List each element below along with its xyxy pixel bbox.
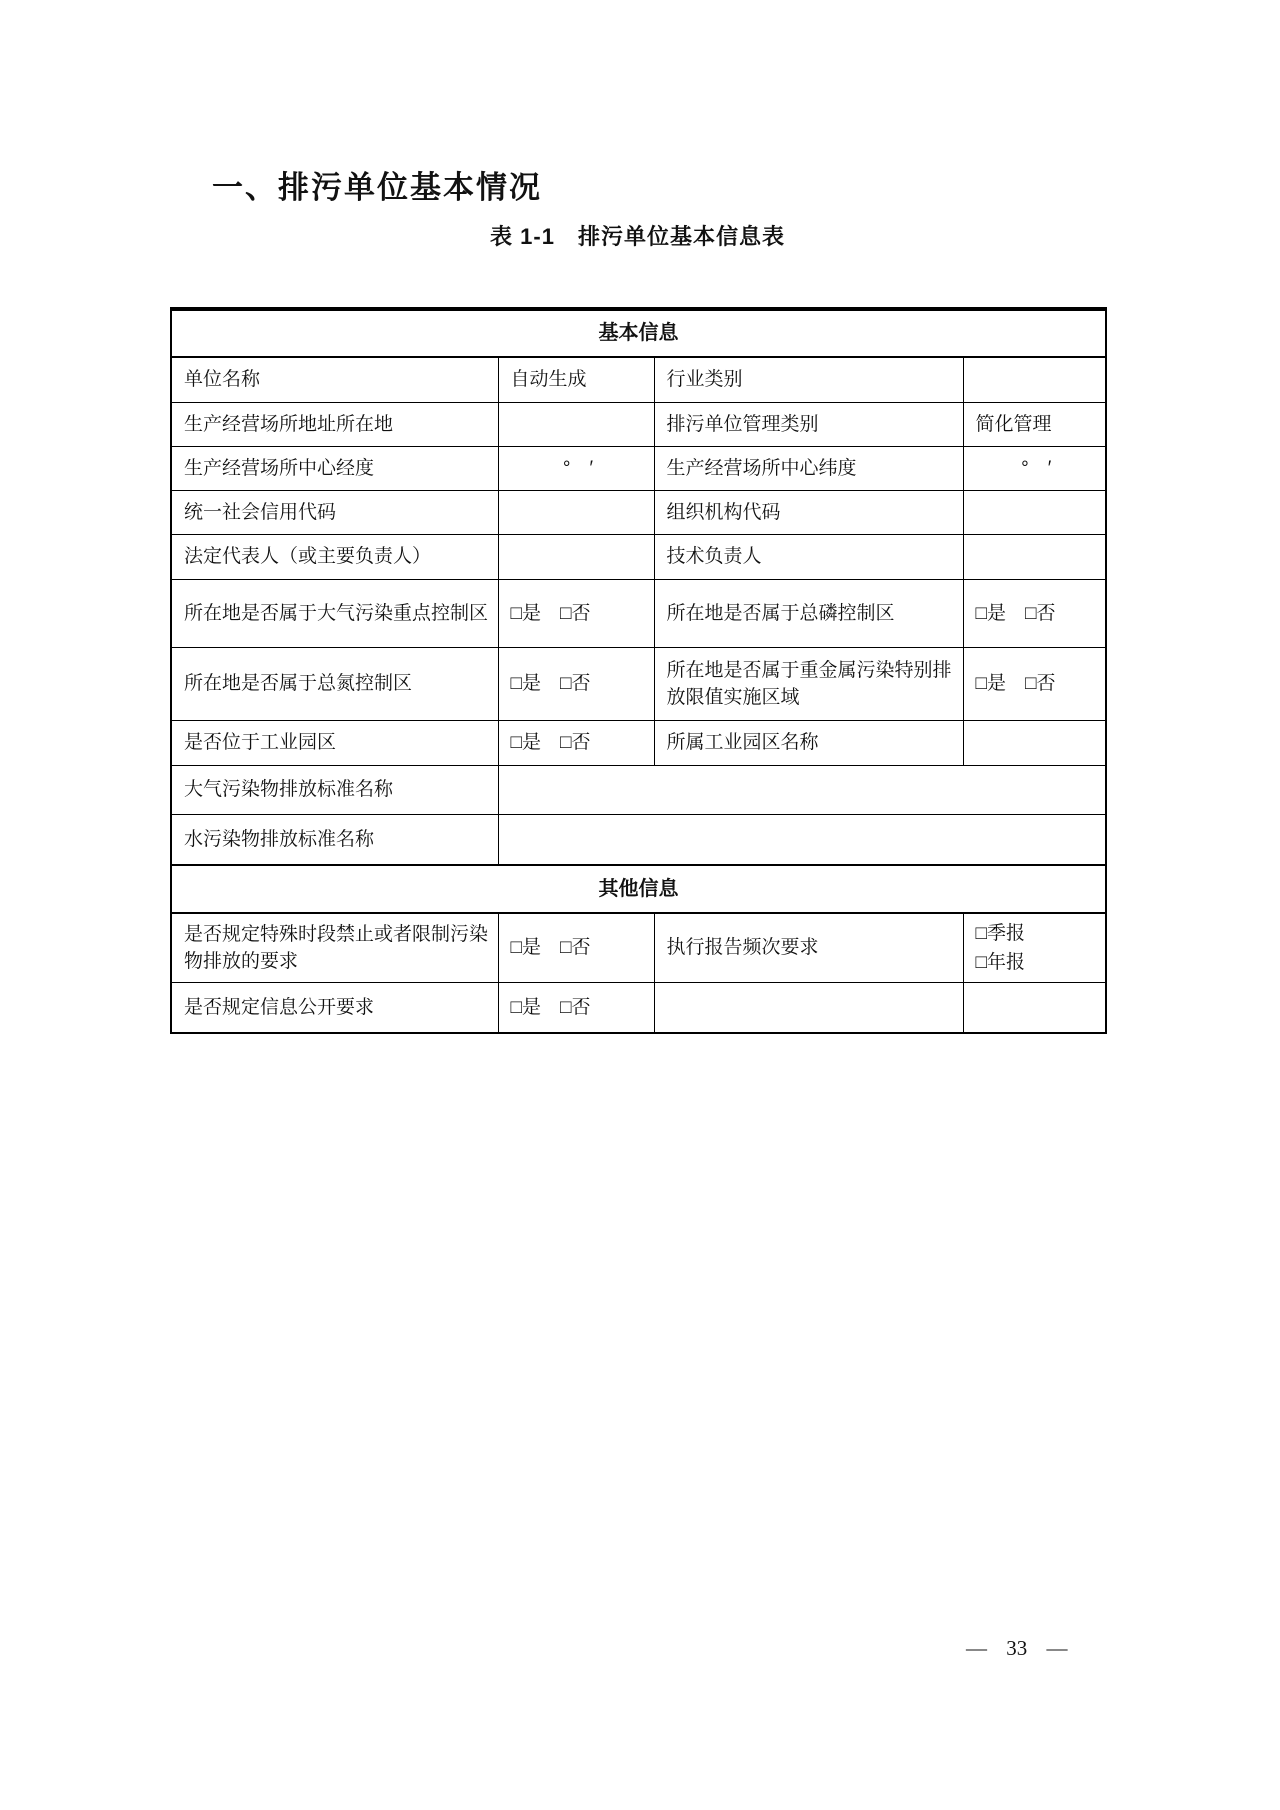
cell-value-empty: [498, 402, 654, 446]
row-address: [171, 402, 1106, 446]
cell-longitude-degree-minute: ° ′: [498, 446, 654, 490]
cell-label: 执行报告频次要求: [654, 913, 963, 982]
cell-label: 是否规定特殊时段禁止或者限制污染物排放的要求: [171, 913, 498, 982]
cell-label: 所在地是否属于重金属污染特别排放限值实施区域: [654, 647, 963, 720]
cell-latitude-degree-minute: ° ′: [963, 446, 1106, 490]
cell-label: 生产经营场所中心纬度: [654, 446, 963, 490]
cell-value-empty: [963, 982, 1106, 1033]
cell-label: 单位名称: [171, 357, 498, 402]
row-industrial-park: [171, 720, 1106, 765]
cell-value-empty: [963, 490, 1106, 534]
cell-label: 大气污染物排放标准名称: [171, 765, 498, 814]
checkbox-cell-yes-no: □是 □否: [963, 579, 1106, 647]
section-header-label: 基本信息: [171, 309, 1106, 357]
checkbox-option-quarterly: □季报: [975, 922, 1025, 944]
cell-label: 组织机构代码: [654, 490, 963, 534]
cell-label: 水污染物排放标准名称: [171, 814, 498, 865]
checkbox-cell-report-frequency: [963, 913, 1106, 982]
cell-value-auto-generated: 自动生成: [498, 357, 654, 402]
table-title: 表 1-1 排污单位基本信息表: [490, 224, 785, 249]
cell-value-empty: [498, 765, 1106, 814]
cell-value-empty: [498, 490, 654, 534]
cell-value-management-category: 简化管理: [963, 402, 1106, 446]
checkbox-option-annual: □年报: [975, 951, 1025, 973]
row-coordinates: [171, 446, 1106, 490]
row-info-disclosure: [171, 982, 1106, 1033]
section-header-other-info: [171, 865, 1106, 913]
cell-label: 所在地是否属于大气污染重点控制区: [171, 579, 498, 647]
cell-label: 所在地是否属于总氮控制区: [171, 647, 498, 720]
section-header-label: 其他信息: [171, 865, 1106, 913]
checkbox-cell-yes-no: □是 □否: [498, 647, 654, 720]
cell-label: 生产经营场所地址所在地: [171, 402, 498, 446]
row-special-period-restriction: [171, 913, 1106, 982]
cell-label: 所在地是否属于总磷控制区: [654, 579, 963, 647]
section-header-basic-info: [171, 309, 1106, 357]
cell-value-empty: [654, 982, 963, 1033]
cell-label: 排污单位管理类别: [654, 402, 963, 446]
row-water-emission-standard: [171, 814, 1106, 865]
cell-label: 统一社会信用代码: [171, 490, 498, 534]
row-unit-name: [171, 357, 1106, 402]
checkbox-cell-yes-no: □是 □否: [498, 982, 654, 1033]
cell-label: 是否规定信息公开要求: [171, 982, 498, 1033]
row-legal-representative: [171, 534, 1106, 579]
cell-value-empty: [963, 534, 1106, 579]
checkbox-cell-yes-no: □是 □否: [963, 647, 1106, 720]
checkbox-cell-yes-no: □是 □否: [498, 579, 654, 647]
cell-label: 是否位于工业园区: [171, 720, 498, 765]
checkbox-cell-yes-no: □是 □否: [498, 913, 654, 982]
basic-info-table: [170, 307, 1107, 1034]
cell-value-empty: [498, 814, 1106, 865]
cell-label: 行业类别: [654, 357, 963, 402]
cell-label: 法定代表人（或主要负责人）: [171, 534, 498, 579]
page-number: — 33 —: [966, 1636, 1068, 1660]
cell-label: 技术负责人: [654, 534, 963, 579]
row-air-key-control-zone: [171, 579, 1106, 647]
cell-value-empty: [963, 720, 1106, 765]
row-air-emission-standard: [171, 765, 1106, 814]
row-credit-code: [171, 490, 1106, 534]
cell-label: 生产经营场所中心经度: [171, 446, 498, 490]
checkbox-cell-yes-no: □是 □否: [498, 720, 654, 765]
row-nitrogen-control-zone: [171, 647, 1106, 720]
cell-value-empty: [498, 534, 654, 579]
cell-label: 所属工业园区名称: [654, 720, 963, 765]
section-heading: 一、排污单位基本情况: [212, 170, 542, 205]
cell-value-empty: [963, 357, 1106, 402]
